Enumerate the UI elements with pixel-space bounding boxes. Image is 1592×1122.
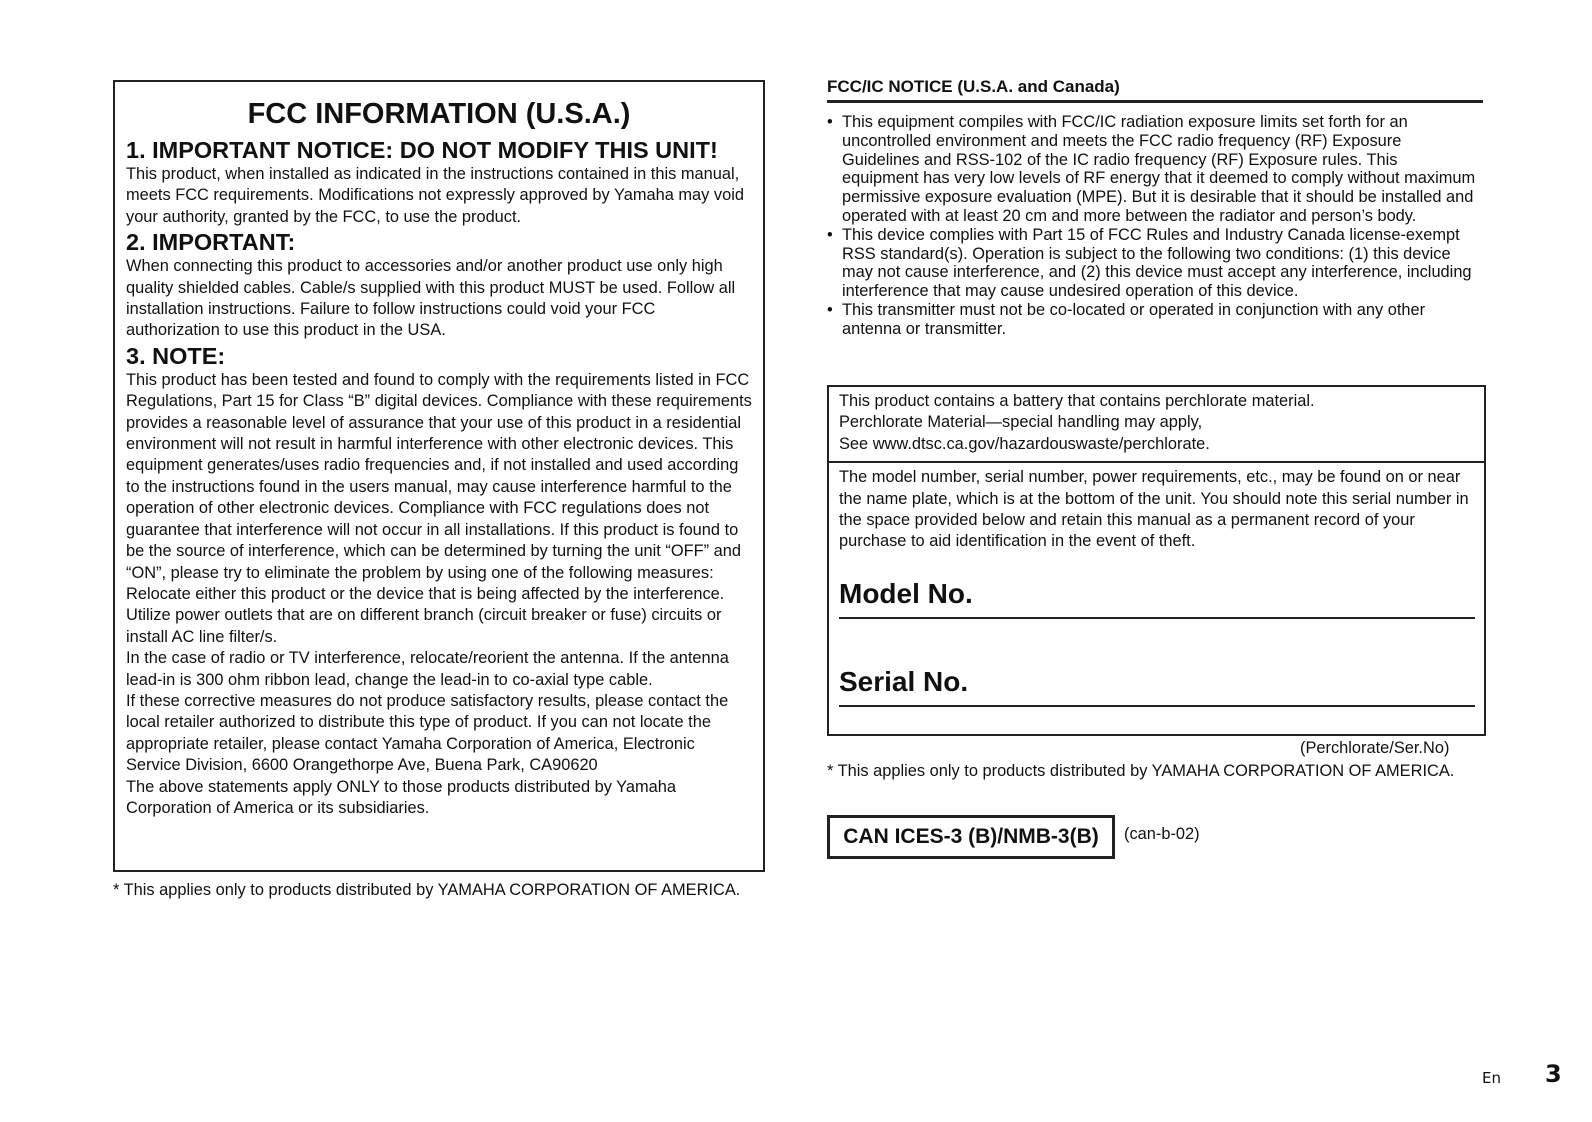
serial-number-field: Serial No. <box>839 665 1475 707</box>
model-serial-section <box>829 463 1484 707</box>
section3-paragraph: Relocate either this product or the device that is being affected by the interference. <box>126 584 725 603</box>
section3-paragraph: In the case of radio or TV interference, relocate/reorient the antenna. If the antenna lead-in is 300 ohm ribbon lead, change the lead-in to co-axial type cable. <box>126 649 729 689</box>
perchlorate-line: See www.dtsc.ca.gov/hazardouswaste/perchlorate. <box>839 434 1210 453</box>
fcc-title: FCC INFORMATION (U.S.A.) <box>247 98 631 130</box>
right-footnote: * This applies only to products distributed by YAMAHA CORPORATION OF AMERICA. <box>827 762 1455 780</box>
section2-text: When connecting this product to accessories and/or another product use only high quality shielded cables. Cable/s supplied with this product MUST be used. Follow all installation instructions. Failure to follow instructions could void your FCC authorization to use this product in the USA. <box>126 257 736 340</box>
list-item-text: This device complies with Part 15 of FCC Rules and Industry Canada license-exempt RSS standard(s). Operation is subject to the following two conditions: (1) this device may not cause interference, and (2) this device must accept any interference, including interference that may cause undesired operation of this device. <box>842 225 1472 301</box>
section3-paragraph: Utilize power outlets that are on different branch (circuit breaker or fuse) circuits or install AC line filter/s. <box>126 606 722 646</box>
product-info-box <box>827 385 1486 736</box>
model-info-text: The model number, serial number, power requirements, etc., may be found on or near the name plate, which is at the bottom of the unit. You should note this serial number in the space provided below and retain this manual as a permanent record of your purchase to aid identification in the event of theft. <box>839 468 1469 551</box>
section3-paragraph: This product has been tested and found to comply with the requirements listed in FCC Regulations, Part 15 for Class “B” digital devices. Compliance with these requirements provides a reasonable level of assurance that your use of this product in a residential environment will not result in harmful interference with other electronic devices. This equipment generates/uses radio frequencies and, if not installed and used according to the instructions found in the users manual, may cause interference harmful to the operation of other electronic devices. Compliance with FCC regulations does not guarantee that interference will not occur in all installations. If this product is found to be the source of interference, which can be determined by turning the unit “OFF” and “ON”, please try to eliminate the problem by using one of the following measures: <box>126 370 752 582</box>
model-number-field: Model No. <box>839 577 1475 619</box>
section1-heading: 1. IMPORTANT NOTICE: DO NOT MODIFY THIS UNIT! <box>126 137 718 163</box>
ices-label-box: CAN ICES-3 (B)/NMB-3(B) <box>827 815 1115 859</box>
bullet-icon: • <box>827 225 833 244</box>
page-language: En <box>1482 1069 1501 1087</box>
bullet-icon: • <box>827 113 833 131</box>
section3-text <box>126 370 752 820</box>
section1-text: This product, when installed as indicated in the instructions contained in this manual, meets FCC requirements. Modifications not expressly approved by Yamaha may void your authority, granted by the FCC, to use the product. <box>126 165 744 226</box>
list-item-text: This transmitter must not be co-located or operated in conjunction with any other antenna or transmitter. <box>842 300 1426 338</box>
list-item <box>827 113 1477 226</box>
list-item-text: This equipment compiles with FCC/IC radiation exposure limits set forth for an uncontrolled environment and meets the FCC radio frequency (RF) Exposure Guidelines and RSS-102 of the IC radio frequency (RF) Exposure rules. This equipment has very low levels of RF energy that it deemed to comply without maximum permissive exposure evaluation (MPE). But it is desirable that it should be installed and operated with at least 20 cm and more between the radiator and person’s body. <box>842 113 1476 225</box>
section3-heading: 3. NOTE: <box>126 342 226 369</box>
ices-code: (can-b-02) <box>1124 825 1200 843</box>
section3-paragraph: The above statements apply ONLY to those products distributed by Yamaha Corporation of America or its subsidiaries. <box>126 777 677 817</box>
perchlorate-reference: (Perchlorate/Ser.No) <box>1300 739 1450 757</box>
section3-paragraph: If these corrective measures do not produce satisfactory results, please contact the local retailer authorized to distribute this type of product. If you can not locate the appropriate retailer, please contact Yamaha Corporation of America, Electronic Service Division, 6600 Orangethorpe Ave, Buena Park, CA90620 <box>126 691 729 775</box>
page-number: 3 <box>1545 1060 1562 1088</box>
perchlorate-line: Perchlorate Material—special handling may apply, <box>839 413 1203 432</box>
perchlorate-notice <box>829 387 1484 463</box>
list-item <box>827 301 1477 339</box>
bullet-icon: • <box>827 300 833 319</box>
section2-heading: 2. IMPORTANT: <box>126 229 296 256</box>
fcc-ic-notice <box>827 76 1489 339</box>
ic-notice-title: FCC/IC NOTICE (U.S.A. and Canada) <box>827 76 1483 103</box>
fcc-footnote: * This applies only to products distributed by YAMAHA CORPORATION OF AMERICA. <box>113 881 741 899</box>
ic-notice-list <box>827 113 1477 339</box>
fcc-information-box <box>113 80 765 872</box>
perchlorate-line: This product contains a battery that contains perchlorate material. <box>839 392 1315 410</box>
list-item <box>827 226 1477 301</box>
